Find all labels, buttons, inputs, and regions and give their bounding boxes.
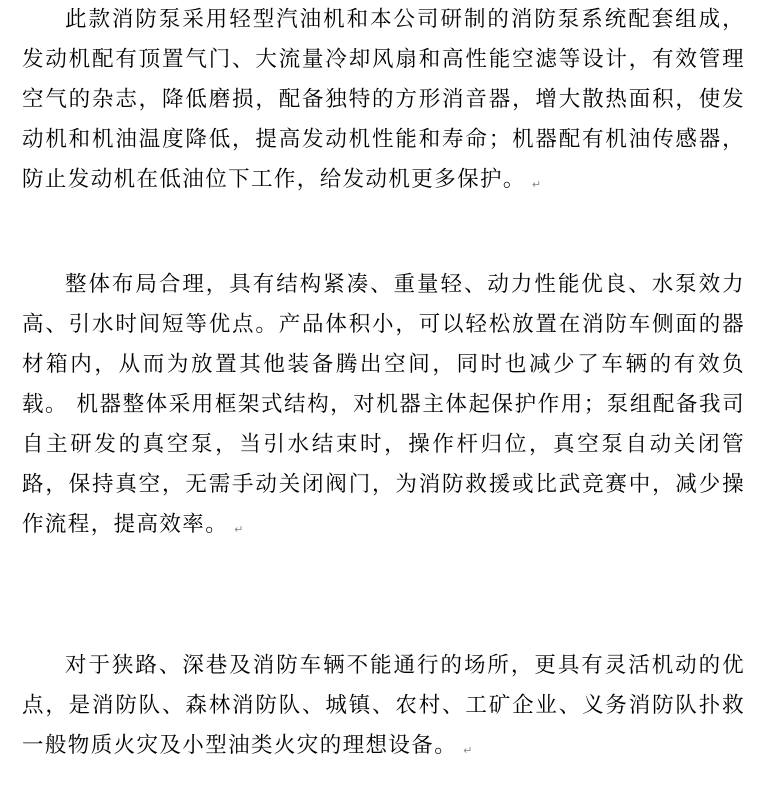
paragraph-text: 对于狭路、深巷及消防车辆不能通行的场所，更具有灵活机动的优点，是消防队、森林消防队、城镇、农村、工矿企业、义务消防队扑救一般物质火灾及小型油类火灾的理想设备。 [22,653,745,758]
paragraph-mark-icon: ↵ [463,744,473,757]
paragraph-mark-icon: ↵ [531,178,542,191]
paragraph-text: 整体布局合理，具有结构紧凑、重量轻、动力性能优良、水泵效力高、引水时间短等优点。产品体积小，可以轻松放置在消防车侧面的器材箱内，从而为放置其他装备腾出空间，同时也减少了车辆的有效负载。 机器整体采用框架式结构，对机器主体起保护作用；泵组配备我司自主研发的真空泵，当引水结束时，操作杆归位，真空泵自动关闭管路，保持真空，无需手动关闭阀门，为消防救援或比武竞赛中，减少操作流程，提高效率。 [22,272,745,537]
paragraph-applications [22,646,745,771]
paragraph-fire-pump-engine [22,0,745,205]
paragraph-text: 此款消防泵采用轻型汽油机和本公司研制的消防泵系统配套组成，发动机配有顶置气门、大流量冷却风扇和高性能空滤等设计，有效管理空气的杂志，降低磨损，配备独特的方形消音器，增大散热面积，使发动机和机油温度降低，提高发动机性能和寿命；机器配有机油传感器，防止发动机在低油位下工作，给发动机更多保护。 [22,7,745,192]
paragraph-layout-structure [22,265,745,550]
paragraph-mark-icon: ↵ [234,523,244,536]
